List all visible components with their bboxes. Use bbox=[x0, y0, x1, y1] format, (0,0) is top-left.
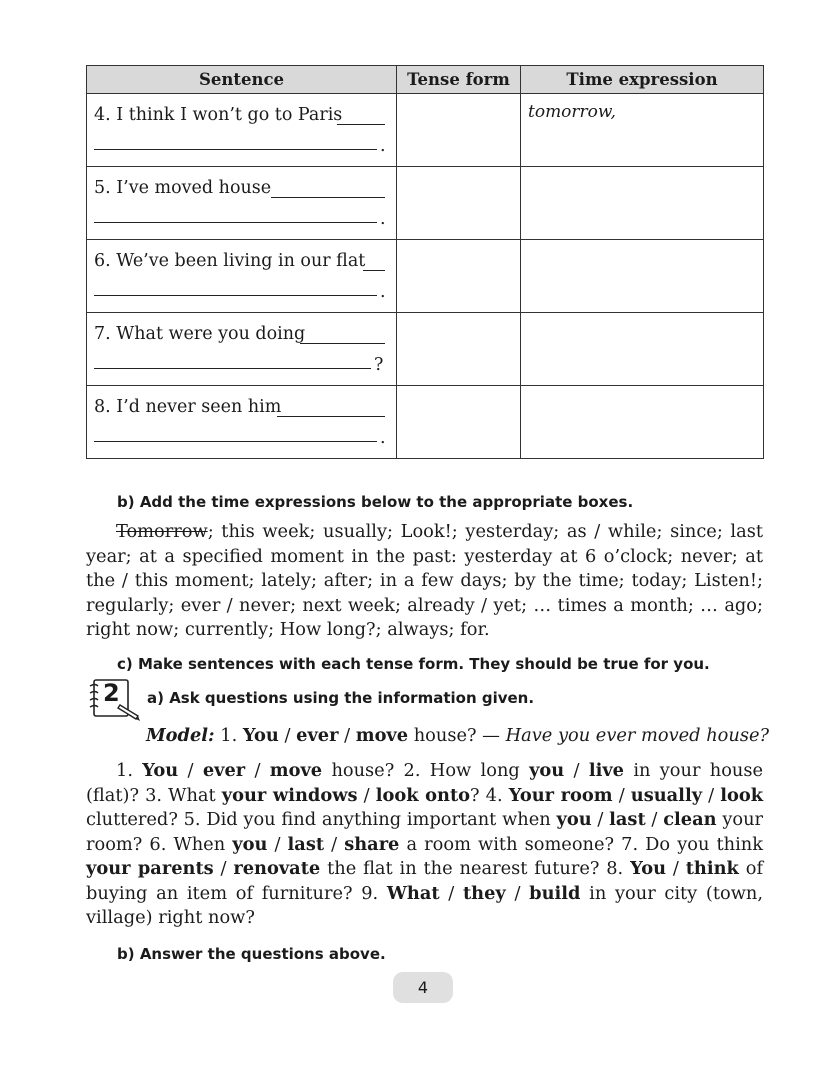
end-punctuation: . bbox=[380, 136, 386, 156]
cue-word: move bbox=[269, 760, 323, 781]
table-row bbox=[87, 94, 764, 167]
blank-line[interactable] bbox=[337, 124, 385, 125]
model-text: house? — bbox=[413, 725, 500, 746]
question-text: your room? 6. When bbox=[86, 809, 764, 855]
cue-word: last bbox=[287, 833, 325, 855]
blank-line[interactable] bbox=[271, 197, 385, 198]
cue-word: you bbox=[232, 833, 268, 855]
model-label: Model: bbox=[146, 725, 215, 746]
question-text: 1. bbox=[116, 760, 133, 781]
model-example: Model: 1. You / ever / move house? — Have you ever moved house? bbox=[146, 725, 770, 746]
struck-word: Tomorrow bbox=[116, 521, 208, 542]
question-text: ? 4. bbox=[470, 784, 503, 806]
tense-cell[interactable] bbox=[397, 386, 521, 459]
question-text: of buying an item of furniture? 9. bbox=[86, 858, 764, 904]
tense-cell[interactable] bbox=[397, 313, 521, 386]
table-row bbox=[87, 313, 764, 386]
sentence-cell bbox=[87, 94, 397, 167]
header-sentence: Sentence bbox=[87, 66, 397, 94]
cue-word: you bbox=[529, 760, 565, 781]
time-expressions-paragraph bbox=[86, 520, 763, 643]
time-expressions-text: ; this week; usually; Look!; yesterday; as / while; since; last year; at a specified moment in the past: yesterday at 6 o’clock; never; at the / this moment; lately; after; in a few days; by the time; today; Listen!; regularly; ever / never; next week; already / yet; … times a month; … ago; right now; currently; How long?; always; for. bbox=[86, 521, 763, 640]
table-row bbox=[87, 167, 764, 240]
blank-line[interactable] bbox=[277, 416, 385, 417]
blank-line[interactable] bbox=[94, 149, 377, 150]
cue-word: look bbox=[720, 784, 764, 806]
end-punctuation: . bbox=[380, 209, 386, 229]
end-punctuation: . bbox=[380, 282, 386, 302]
model-number: 1. bbox=[220, 725, 238, 746]
cue-word: ever bbox=[202, 760, 246, 781]
model-answer: Have you ever moved house? bbox=[505, 725, 770, 746]
exercise2-heading-b: b) Answer the questions above. bbox=[117, 945, 386, 963]
sentence-text: 5. I’ve moved house bbox=[94, 178, 272, 198]
cue-word: Your room bbox=[508, 784, 613, 806]
header-time-expression: Time expression bbox=[521, 66, 764, 94]
cue-word: clean bbox=[663, 809, 717, 830]
cue-word: move bbox=[355, 725, 409, 746]
questions-paragraph: 1. You / ever / move house? 2. How long you / live in your house (flat)? 3. What your windows / look onto? 4. Your room / usually / look cluttered? 5. Did you find anything important when you / last / clean your room? 6. When you / last / share a room with someone? 7. Do you think your parents / renovate the flat in the nearest future? 8. You / think of buying an item of furniture? 9. What / they / build in your city (town, village) right now? bbox=[86, 760, 764, 928]
sentence-cell bbox=[87, 240, 397, 313]
question-text: the flat in the nearest future? 8. bbox=[327, 858, 624, 879]
section-c-heading: c) Make sentences with each tense form. They should be true for you. bbox=[117, 655, 710, 673]
blank-line[interactable] bbox=[94, 222, 377, 223]
end-punctuation: . bbox=[380, 428, 386, 448]
question-text: cluttered? 5. Did you find anything important when bbox=[86, 809, 551, 830]
table-row bbox=[87, 386, 764, 459]
tense-table bbox=[86, 65, 764, 459]
time-cell[interactable] bbox=[521, 240, 764, 313]
blank-line[interactable] bbox=[94, 368, 371, 369]
tense-cell[interactable] bbox=[397, 167, 521, 240]
time-cell[interactable] bbox=[521, 94, 764, 167]
blank-line[interactable] bbox=[94, 295, 377, 296]
time-cell[interactable] bbox=[521, 386, 764, 459]
exercise2-heading-a: a) Ask questions using the information given. bbox=[147, 689, 535, 707]
tense-cell[interactable] bbox=[397, 94, 521, 167]
time-cell[interactable] bbox=[521, 167, 764, 240]
sentence-cell bbox=[87, 167, 397, 240]
blank-line[interactable] bbox=[94, 441, 377, 442]
time-expression-value: tomorrow, bbox=[528, 102, 616, 122]
cue-word: ever bbox=[296, 725, 339, 746]
cue-word: last bbox=[609, 809, 646, 830]
time-cell[interactable] bbox=[521, 313, 764, 386]
sentence-cell bbox=[87, 313, 397, 386]
exercise-number: 2 bbox=[103, 679, 120, 707]
section-b-heading: b) Add the time expressions below to the appropriate boxes. bbox=[117, 493, 634, 511]
sentence-text: 4. I think I won’t go to Paris bbox=[94, 105, 343, 125]
cue-word: renovate bbox=[233, 858, 321, 879]
cue-word: you bbox=[556, 809, 592, 830]
question-text: in your house (flat)? 3. What bbox=[86, 760, 764, 806]
cue-word: live bbox=[588, 760, 624, 781]
question-text: a room with someone? 7. Do you think bbox=[406, 833, 764, 855]
sentence-text: 6. We’ve been living in our flat bbox=[94, 251, 366, 271]
blank-line[interactable] bbox=[300, 343, 385, 344]
blank-line[interactable] bbox=[363, 270, 385, 271]
header-tense-form: Tense form bbox=[397, 66, 521, 94]
sentence-text: 8. I’d never seen him bbox=[94, 397, 282, 417]
cue-word: You bbox=[630, 858, 667, 879]
sentence-cell bbox=[87, 386, 397, 459]
question-text: in your city (town, village) right now? bbox=[86, 882, 764, 928]
question-text: house? 2. How long bbox=[331, 760, 520, 781]
end-punctuation: ? bbox=[374, 355, 384, 375]
cue-word: You bbox=[142, 760, 179, 781]
cue-word: usually bbox=[630, 784, 703, 806]
cue-word: your windows bbox=[221, 784, 358, 806]
table-header-row bbox=[87, 66, 764, 94]
page-number: 4 bbox=[393, 972, 453, 1003]
cue-word: build bbox=[529, 882, 581, 904]
cue-word: What bbox=[386, 882, 440, 904]
notebook-exercise-icon bbox=[88, 678, 142, 722]
cue-word: think bbox=[685, 858, 739, 879]
cue-word: look onto bbox=[375, 784, 471, 806]
sentence-text: 7. What were you doing bbox=[94, 324, 306, 344]
cue-word: You bbox=[242, 725, 279, 746]
tense-cell[interactable] bbox=[397, 240, 521, 313]
cue-word: share bbox=[344, 833, 400, 855]
table-row bbox=[87, 240, 764, 313]
cue-word: they bbox=[462, 882, 506, 904]
cue-word: your parents bbox=[86, 858, 214, 879]
